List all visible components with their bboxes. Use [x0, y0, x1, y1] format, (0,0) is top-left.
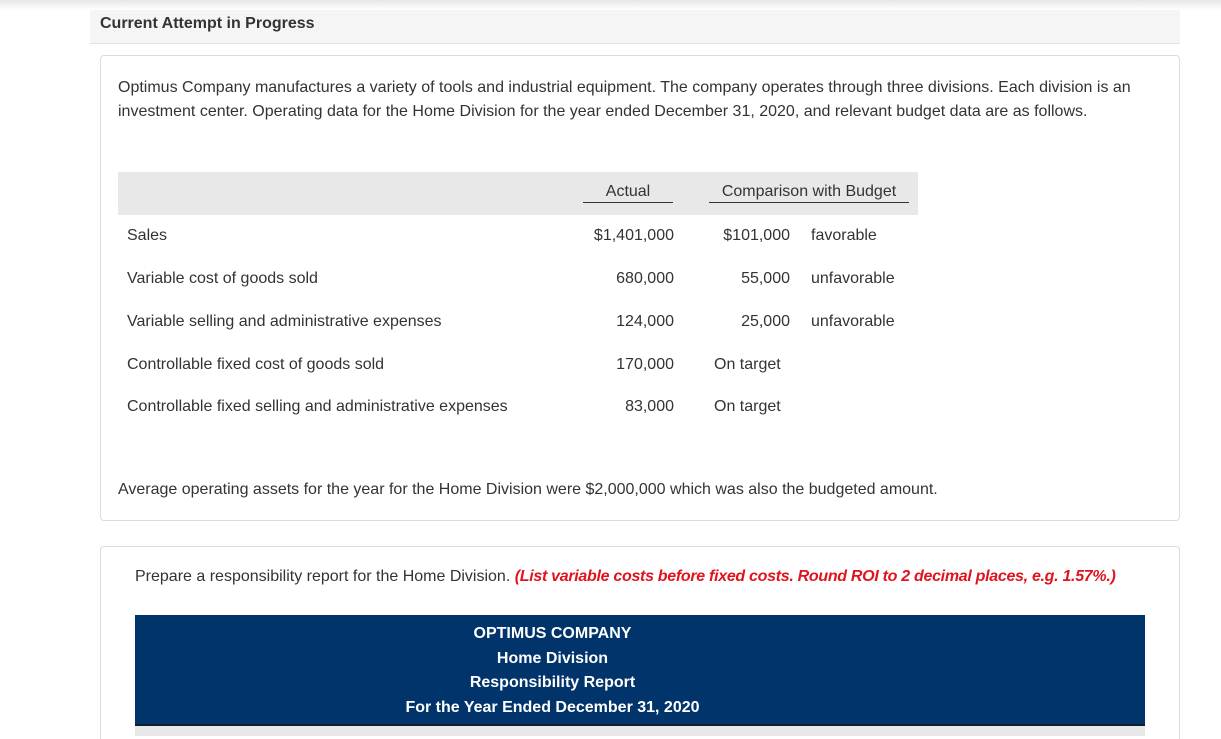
report-company: OPTIMUS COMPANY — [473, 625, 632, 642]
table-row — [118, 215, 918, 258]
question-instruction — [135, 568, 1116, 586]
row-label: Sales — [127, 227, 168, 244]
row-variance-status: unfavorable — [811, 313, 895, 330]
row-actual: 83,000 — [625, 398, 674, 415]
report-period: For the Year Ended December 31, 2020 — [405, 699, 700, 716]
table-row — [118, 301, 918, 344]
assets-note: Average operating assets for the year for the Home Division were $2,000,000 which was also the budgeted amount. — [118, 481, 938, 498]
question-panel — [100, 546, 1180, 739]
report-body-top — [135, 726, 1145, 736]
problem-panel — [100, 55, 1180, 521]
instruction-text: Prepare a responsibility report for the Home Division. — [135, 568, 515, 585]
table-row — [118, 344, 918, 387]
column-header-comparison: Comparison with Budget — [709, 183, 909, 203]
row-actual: 124,000 — [616, 313, 674, 330]
column-header-actual: Actual — [583, 183, 673, 203]
report-title: Responsibility Report — [469, 674, 636, 691]
report-header — [135, 615, 1145, 725]
table-row — [118, 386, 918, 429]
row-variance-amount: 55,000 — [741, 270, 790, 287]
row-variance-status: favorable — [811, 227, 877, 244]
attempt-title: Current Attempt in Progress — [100, 15, 315, 32]
row-label: Variable selling and administrative expenses — [127, 313, 442, 330]
row-variance-amount: $101,000 — [723, 227, 790, 244]
row-variance-amount: 25,000 — [741, 313, 790, 330]
row-actual: $1,401,000 — [593, 227, 674, 244]
table-row — [118, 258, 918, 301]
row-target-status: On target — [714, 398, 781, 415]
row-label: Controllable fixed cost of goods sold — [127, 356, 385, 373]
row-variance-status: unfavorable — [811, 270, 895, 287]
row-target-status: On target — [714, 356, 781, 373]
top-shadow — [0, 0, 1221, 10]
attempt-bar — [90, 10, 1180, 44]
report-division: Home Division — [496, 650, 609, 667]
row-actual: 680,000 — [616, 270, 674, 287]
table-header — [118, 172, 918, 215]
row-actual: 170,000 — [616, 356, 674, 373]
instruction-hint: (List variable costs before fixed costs. Round ROI to 2 decimal places, e.g. 1.57%.) — [514, 568, 1116, 585]
row-label: Controllable fixed selling and administrative expenses — [127, 398, 508, 415]
problem-intro: Optimus Company manufactures a variety of tools and industrial equipment. The company operates through three divisions. Each division is an investment center. Operating data for the Home Division for the year ended December 31, 2020, and relevant budget data are as follows. — [118, 79, 1131, 120]
row-label: Variable cost of goods sold — [127, 270, 318, 287]
